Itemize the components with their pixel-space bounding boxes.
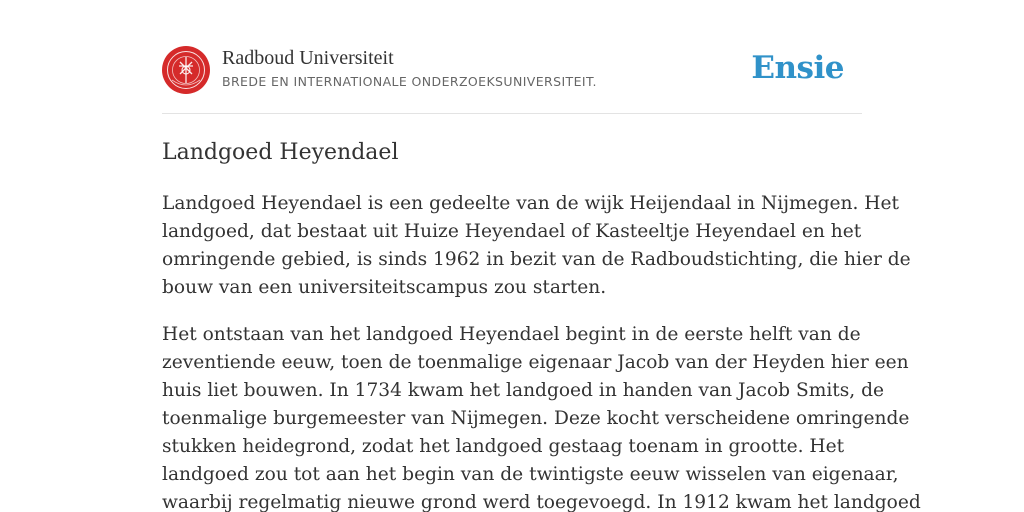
paragraph-line: Het ontstaan van het landgoed Heyendael begint in de eerste helft van de <box>162 324 861 345</box>
header-divider <box>162 113 862 114</box>
paragraph-line: omringende gebied, is sinds 1962 in bezit van de Radboudstichting, die hier de <box>162 249 911 270</box>
paragraph-line: landgoed, dat bestaat uit Huize Heyendael of Kasteeltje Heyendael en het <box>162 221 862 242</box>
article-body <box>162 190 921 512</box>
paragraph-line: bouw van een universiteitscampus zou starten. <box>162 277 607 298</box>
paragraph-1 <box>162 190 911 302</box>
paragraph-2 <box>162 321 921 512</box>
paragraph-line: landgoed zou tot aan het begin van de twintigste eeuw wisselen van eigenaar, <box>162 464 899 485</box>
paragraph-line: zeventiende eeuw, toen de toenmalige eigenaar Jacob van der Heyden hier een <box>162 352 909 373</box>
header <box>162 46 862 96</box>
article-title: Landgoed Heyendael <box>162 140 399 165</box>
radboud-seal-icon[interactable] <box>162 46 210 94</box>
org-name[interactable]: Radboud Universiteit <box>222 47 394 69</box>
brand-logo[interactable]: Ensie <box>751 50 844 86</box>
paragraph-line: huis liet bouwen. In 1734 kwam het landgoed in handen van Jacob Smits, de <box>162 380 885 401</box>
org-tagline: BREDE EN INTERNATIONALE ONDERZOEKSUNIVERSITEIT. <box>222 74 597 89</box>
paragraph-line: waarbij regelmatig nieuwe grond werd toegevoegd. In 1912 kwam het landgoed <box>162 492 921 512</box>
paragraph-line: Landgoed Heyendael is een gedeelte van de wijk Heijendaal in Nijmegen. Het <box>162 193 899 214</box>
paragraph-line: stukken heidegrond, zodat het landgoed gestaag toenam in grootte. Het <box>162 436 845 457</box>
paragraph-line: toenmalige burgemeester van Nijmegen. Deze kocht verscheidene omringende <box>162 408 910 429</box>
